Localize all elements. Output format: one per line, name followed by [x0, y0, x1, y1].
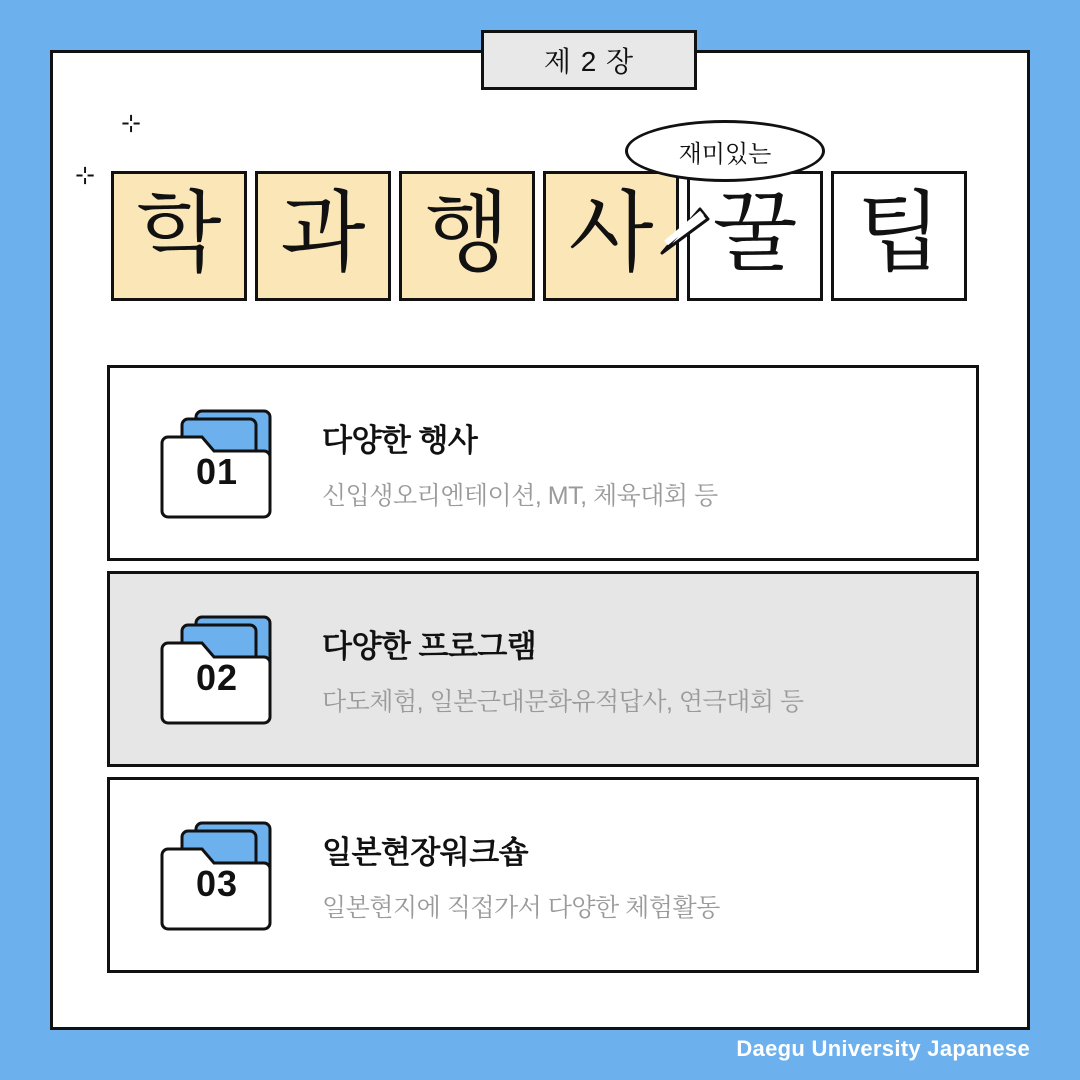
sparkle-icon: ⊹ — [75, 161, 96, 189]
speech-bubble — [625, 120, 825, 182]
folder-icon — [158, 817, 288, 933]
item-texts — [322, 621, 804, 718]
item-texts — [322, 415, 718, 512]
poster-card — [50, 46, 1030, 1030]
folder-icon — [158, 611, 288, 727]
list-item[interactable] — [107, 571, 979, 767]
item-title: 다양한 행사 — [322, 422, 478, 458]
chapter-label: 제 2 장 — [543, 46, 635, 77]
title-char-box: 학 — [111, 171, 247, 301]
item-texts — [322, 827, 720, 924]
list-item[interactable] — [107, 777, 979, 973]
item-list — [107, 365, 979, 983]
title-char-box: 팁 — [831, 171, 967, 301]
item-description: 신입생오리엔테이션, MT, 체육대회 등 — [322, 481, 718, 510]
title-char-box: 과 — [255, 171, 391, 301]
item-number: 02 — [195, 657, 239, 698]
sparkle-icon: ⊹ — [121, 109, 142, 137]
title-char-box: 사 — [543, 171, 679, 301]
title-char-box: 행 — [399, 171, 535, 301]
list-item[interactable] — [107, 365, 979, 561]
speech-bubble-label: 재미있는 — [678, 140, 772, 168]
item-number: 01 — [195, 451, 239, 492]
item-description: 다도체험, 일본근대문화유적답사, 연극대회 등 — [322, 687, 804, 716]
item-title: 다양한 프로그램 — [322, 628, 537, 664]
chapter-tag — [481, 30, 697, 90]
title-row — [111, 171, 967, 301]
footer-brand: Daegu University Japanese — [736, 1036, 1030, 1061]
title-char-box: 꿀 — [687, 171, 823, 301]
folder-icon — [158, 405, 288, 521]
item-description: 일본현지에 직접가서 다양한 체험활동 — [322, 893, 720, 922]
item-title: 일본현장워크숍 — [322, 834, 529, 870]
item-number: 03 — [195, 863, 239, 904]
